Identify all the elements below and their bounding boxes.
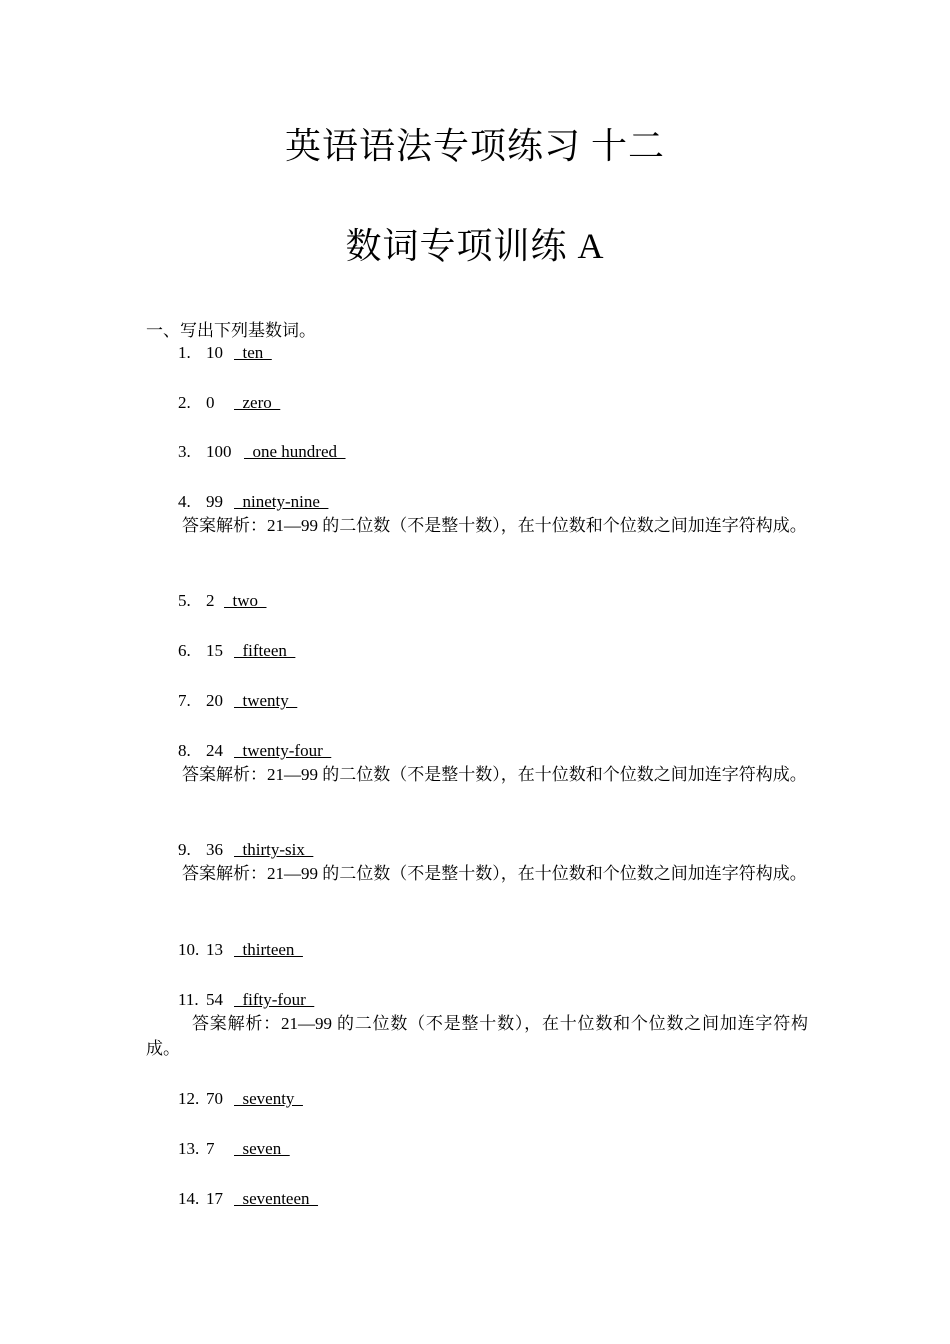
page-subtitle: 数词专项训练 A [345,226,605,266]
item-number: 14. [178,1189,200,1208]
item-number: 5. [178,591,191,610]
exercise-item [178,690,297,712]
item-answer: zero [234,393,281,412]
item-answer: ninety-nine [234,492,329,511]
item-number: 12. [178,1089,200,1108]
exercise-item [178,939,303,961]
item-number: 2. [178,393,191,412]
exercise-item [178,740,331,762]
item-answer: fifty-four [234,990,315,1009]
item-number: 4. [178,492,191,511]
item-number: 3. [178,442,191,461]
item-number: 13. [178,1139,200,1158]
item-number: 6. [178,641,191,660]
item-value: 0 [206,393,215,412]
exercise-item [178,342,272,364]
item-value: 24 [206,741,223,760]
item-answer: ten [234,343,272,362]
item-value: 100 [206,442,232,461]
section-heading: 一、写出下列基数词。 [146,321,316,340]
item-value: 13 [206,940,223,959]
exercise-item [178,1138,290,1160]
item-answer: two [224,591,267,610]
exercise-item [178,441,346,463]
item-value: 20 [206,691,223,710]
item-number: 11. [178,990,199,1009]
page-title: 英语语法专项练习 十二 [284,126,665,166]
exercise-item [178,1088,303,1110]
item-value: 36 [206,840,223,859]
item-value: 10 [206,343,223,362]
item-value: 70 [206,1089,223,1108]
item-number: 1. [178,343,191,362]
item-number: 7. [178,691,191,710]
exercise-item [178,590,267,612]
item-answer: seventy [234,1089,303,1108]
item-value: 54 [206,990,223,1009]
item-value: 2 [206,591,215,610]
item-number: 8. [178,741,191,760]
exercise-item [178,1188,318,1210]
item-number: 9. [178,840,191,859]
answer-explanation: 答案解析：21—99 的二位数（不是整十数），在十位数和个位数之间加连字符构成。 [182,864,807,883]
item-answer: one hundred [244,442,346,461]
item-answer: seven [234,1139,290,1158]
item-answer: twenty-four [234,741,332,760]
exercise-item [178,839,313,861]
answer-explanation: 答案解析：21—99 的二位数（不是整十数），在十位数和个位数之间加连字符构成。 [146,1014,808,1058]
item-answer: thirteen [234,940,303,959]
item-value: 99 [206,492,223,511]
exercise-item [178,640,295,662]
exercise-item [178,491,328,513]
item-value: 17 [206,1189,223,1208]
item-value: 15 [206,641,223,660]
exercise-item [178,392,280,414]
item-answer: twenty [234,691,298,710]
answer-explanation: 答案解析：21—99 的二位数（不是整十数），在十位数和个位数之间加连字符构成。 [182,765,807,784]
item-answer: seventeen [234,1189,319,1208]
item-answer: fifteen [234,641,296,660]
answer-explanation: 答案解析：21—99 的二位数（不是整十数），在十位数和个位数之间加连字符构成。 [182,516,807,535]
item-number: 10. [178,940,200,959]
item-answer: thirty-six [234,840,314,859]
exercise-item [178,989,314,1011]
item-value: 7 [206,1139,215,1158]
